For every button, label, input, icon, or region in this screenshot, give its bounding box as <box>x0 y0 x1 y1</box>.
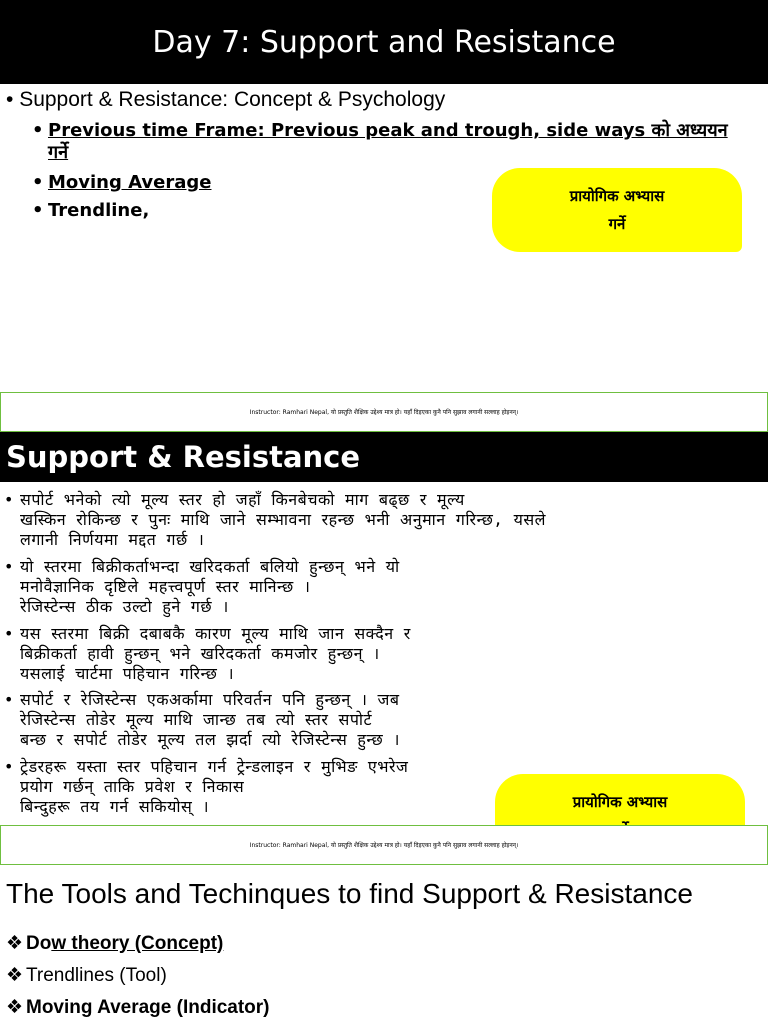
para-line: खस्किन रोकिन्छ र पुनः माथि जाने सम्भावना रहन्छ भनी अनुमान गरिन्छ, यसले <box>20 510 547 529</box>
para-line: मनोवैज्ञानिक दृष्टिले महत्त्वपूर्ण स्तर मानिन्छ । <box>20 577 311 596</box>
sub-bullet-text: Previous time Frame: Previous peak and trough, side ways को अध्ययन <box>48 120 728 141</box>
paragraph-1: • सपोर्ट भनेको त्यो मूल्य स्तर हो जहाँ किनबेचको माग बढ्छ र मूल्य खस्किन रोकिन्छ र पुनः माथि जाने सम्भावना रहन्छ भनी अनुमान गरिन्छ, यसले लगानी निर्णयमा मद्दत गर्छ । <box>0 490 760 550</box>
slide-1 <box>0 0 768 432</box>
slide-2 <box>0 432 768 866</box>
paragraph-4: • सपोर्ट र रेजिस्टेन्स एकअर्कामा परिवर्तन पनि हुन्छन् । जब रेजिस्टेन्स तोडेर मूल्य माथि जान्छ तब त्यो स्तर सपोर्ट बन्छ र सपोर्ट तोडेर मूल्य तल झर्दा त्यो रेजिस्टेन्स हुन्छ । <box>0 690 760 750</box>
sub-bullet-1: • Previous time Frame: Previous peak and trough, side ways को अध्ययन गर्ने <box>32 120 728 163</box>
tool-item-moving-average <box>6 996 270 1019</box>
para-line: सपोर्ट भनेको त्यो मूल्य स्तर हो जहाँ किनबेचको माग बढ्छ र मूल्य <box>20 490 465 509</box>
paragraph-2: • यो स्तरमा बिक्रीकर्ताभन्दा खरिदकर्ता बलियो हुन्छन् भने यो मनोवैज्ञानिक दृष्टिले महत्त्वपूर्ण स्तर मानिन्छ । रेजिस्टेन्स ठीक उल्टो हुने गर्छ । <box>0 557 760 617</box>
sub-bullet-3: • Trendline, <box>32 200 150 221</box>
tool-item-dow-theory <box>6 932 223 955</box>
paragraph-3: • यस स्तरमा बिक्री दबाबकै कारण मूल्य माथि जान सक्दैन र बिक्रीकर्ता हावी हुन्छन् भने खरिदकर्ता कमजोर हुन्छन् । यसलाई चार्टमा पहिचान गरिन्छ । <box>0 624 760 684</box>
main-bullet-text: Support & Resistance: Concept & Psychology <box>19 88 446 111</box>
slide-3 <box>0 866 768 1024</box>
callout-line-1: प्रायोगिक अभ्यास <box>569 187 665 205</box>
para-line: ट्रेडरहरू यस्ता स्तर पहिचान गर्न ट्रेन्डलाइन र मुभिङ एभरेज <box>20 757 409 776</box>
sub-bullet-2: • Moving Average <box>32 172 212 193</box>
diamond-bullet-icon: ❖ <box>6 965 24 986</box>
para-line: यो स्तरमा बिक्रीकर्ताभन्दा खरिदकर्ता बलियो हुन्छन् भने यो <box>20 557 400 576</box>
paragraph-5: • ट्रेडरहरू यस्ता स्तर पहिचान गर्न ट्रेन्डलाइन र मुभिङ एभरेज प्रयोग गर्छन् ताकि प्रवेश र निकास बिन्दुहरू तय गर्न सकियोस् । <box>0 757 760 817</box>
callout-line-2: गर्ने <box>608 215 626 233</box>
item-text-underline: w theory (Concept) <box>51 933 224 954</box>
slide-footer: Instructor: Ramhari Nepal, यो प्रस्तुति शैक्षिक उद्देश्य मात्र हो। यहाँ दिइएका कुनै पनि सुझाव लगानी सल्लाह होइनन्। <box>0 392 768 432</box>
slide-title: The Tools and Techinques to find Support & Resistance <box>6 878 693 909</box>
para-line: लगानी निर्णयमा मद्दत गर्छ । <box>20 530 205 549</box>
bullet-dot: • <box>6 88 20 111</box>
slide-title: Support & Resistance <box>0 432 768 482</box>
diamond-bullet-icon: ❖ <box>6 933 24 954</box>
para-line: प्रयोग गर्छन् ताकि प्रवेश र निकास <box>20 777 245 796</box>
item-text-bold: Do <box>26 933 52 954</box>
para-line: सपोर्ट र रेजिस्टेन्स एकअर्कामा परिवर्तन पनि हुन्छन् । जब <box>20 690 400 709</box>
sub-bullet-text-cont: गर्ने <box>48 142 69 163</box>
sub-bullet-text: Moving Average <box>48 172 212 193</box>
para-line: बन्छ र सपोर्ट तोडेर मूल्य तल झर्दा त्यो रेजिस्टेन्स हुन्छ । <box>20 730 400 749</box>
item-text: Trendlines (Tool) <box>26 965 167 986</box>
para-line: बिक्रीकर्ता हावी हुन्छन् भने खरिदकर्ता कमजोर हुन्छन् । <box>20 644 380 663</box>
diamond-bullet-icon: ❖ <box>6 997 24 1018</box>
slide-title: Day 7: Support and Resistance <box>0 0 768 84</box>
para-line: यस स्तरमा बिक्री दबाबकै कारण मूल्य माथि जान सक्दैन र <box>20 624 411 643</box>
slide-footer: Instructor: Ramhari Nepal, यो प्रस्तुति शैक्षिक उद्देश्य मात्र हो। यहाँ दिइएका कुनै पनि सुझाव लगानी सल्लाह होइनन्। <box>0 825 768 865</box>
callout-line-1: प्रायोगिक अभ्यास <box>572 793 668 811</box>
practice-callout <box>492 168 742 252</box>
tool-item-trendlines <box>6 964 167 987</box>
para-line: यसलाई चार्टमा पहिचान गरिन्छ । <box>20 664 235 683</box>
para-line: रेजिस्टेन्स तोडेर मूल्य माथि जान्छ तब त्यो स्तर सपोर्ट <box>20 710 373 729</box>
para-line: बिन्दुहरू तय गर्न सकियोस् । <box>20 797 210 816</box>
para-line: रेजिस्टेन्स ठीक उल्टो हुने गर्छ । <box>20 597 229 616</box>
main-bullet <box>6 88 445 112</box>
item-text-bold: Moving Average (Indicator) <box>26 997 270 1018</box>
sub-bullet-text: Trendline, <box>48 200 150 221</box>
